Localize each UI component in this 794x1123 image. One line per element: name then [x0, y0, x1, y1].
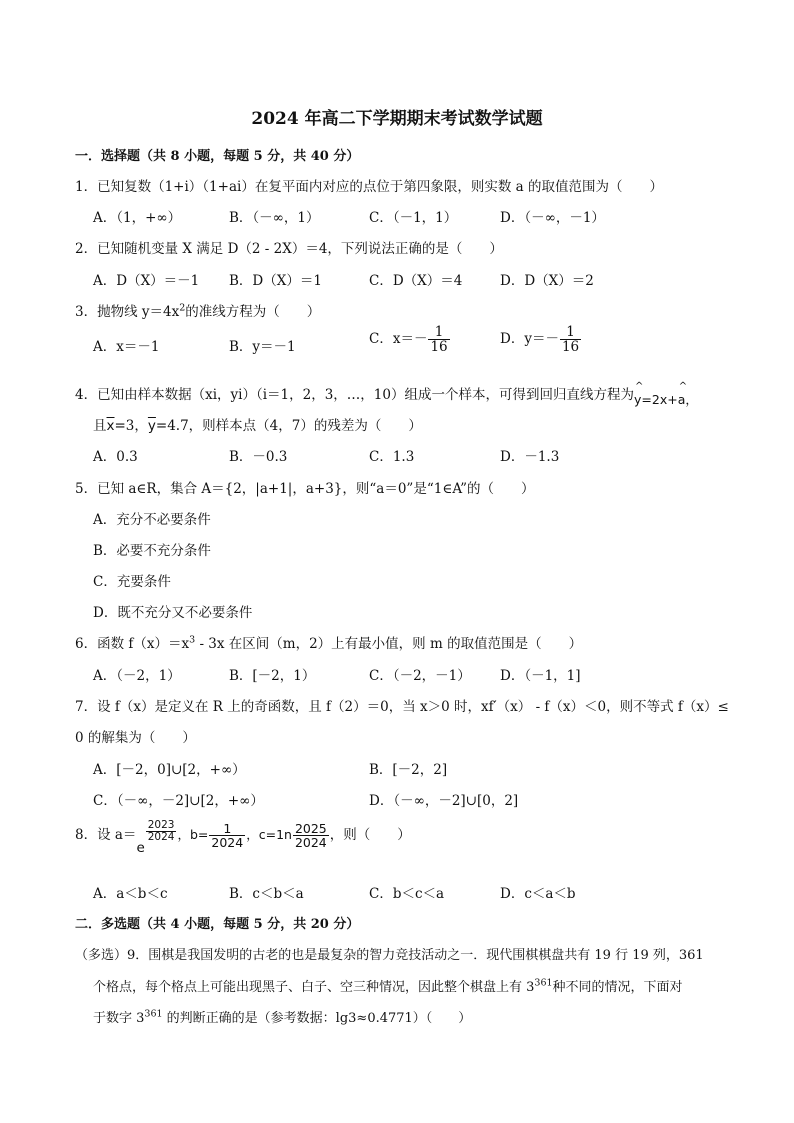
q3-option-c[interactable]: C．x＝－ $\frac{1}{16}$ [369, 324, 448, 356]
q2-option-c[interactable]: C．D（X）＝4 [369, 273, 463, 289]
q3-option-b[interactable]: B．y＝－1 [229, 339, 296, 355]
q1-option-c[interactable]: C．（－1，1） [369, 210, 458, 226]
question-text: 已知 a∈R，集合 A＝{2，|a+1|，a+3}，则“a＝0”是“1∈A”的（ ） [97, 481, 535, 497]
question-8: 8．设 a＝e $\frac{2023}{2024}$ ，b= $\frac{1}{2024}$ ，c=1n $\frac{2025}{2024}$ ，则（ ） [75, 819, 411, 856]
question-9: （多选）9．围棋是我国发明的古老的也是最复杂的智力竞技活动之一．现代围棋棋盘共有 19 行 19 列，361 [75, 948, 704, 963]
q4-option-b[interactable]: B．－0.3 [229, 449, 288, 465]
q7-option-d[interactable]: D．（－∞，－2]∪[0，2] [369, 793, 519, 809]
question-5 [75, 477, 535, 497]
q2-option-b[interactable]: B．D（X）＝1 [229, 273, 322, 289]
y-bar: $\overline{y}$ [147, 418, 156, 434]
section-heading-multi-choice: 二．多选题（共 4 小题，每题 5 分，共 20 分） [75, 917, 360, 932]
question-number: 3． [75, 304, 98, 320]
a-hat: ^ a [678, 392, 686, 407]
q5-option-c[interactable]: C．充要条件 [93, 574, 171, 590]
question-7: 7．设 f（x）是定义在 R 上的奇函数，且 f（2）＝0，当 x＞0 时，xf′（x） - f（x）＜0，则不等式 f（x）≤ [75, 699, 729, 715]
q8-option-c[interactable]: C．b＜c＜a [369, 886, 445, 902]
q8-option-b[interactable]: B．c＜b＜a [229, 886, 304, 902]
q1-option-a[interactable]: A．（1，+∞） [93, 210, 182, 226]
question-number: 6． [75, 636, 98, 652]
question-9-line2: 个格点，每个格点上可能出现黑子、白子、空三种情况，因此整个棋盘上有 $3^{361}$种不同的情况，下面对 [93, 977, 683, 995]
q4-option-d[interactable]: D．－1.3 [500, 449, 560, 465]
section-heading-single-choice: 一．选择题（共 8 小题，每题 5 分，共 40 分） [75, 149, 360, 164]
q6-option-a[interactable]: A．（－2，1） [93, 668, 181, 684]
question-6: 6．函数 $f(x)=x^3 - 3x$ 在区间（m，2）上有最小值，则 m 的取值范围是（ ） [75, 634, 583, 652]
question-number: 1． [75, 179, 98, 195]
q3-option-d[interactable]: D．y＝－ $\frac{1}{16}$ [500, 324, 580, 356]
q7-option-a[interactable]: A．[－2，0]∪[2，+∞） [93, 762, 246, 778]
q6-option-d[interactable]: D．（－1，1] [500, 668, 581, 684]
question-1 [75, 175, 663, 195]
question-4: 4．已知由样本数据（xi，yi）（i＝1，2，3，…，10）组成一个样本，可得到回归直线方程为^ y=2x+^ a， [75, 383, 698, 403]
q4-option-a[interactable]: A．0.3 [93, 449, 138, 465]
question-text: 已知随机变量 X 满足 D（2 - 2X）＝4，下列说法正确的是（ ） [97, 241, 503, 257]
y-hat: ^ y [634, 392, 641, 407]
q1-option-b[interactable]: B．（－∞，1） [229, 210, 320, 226]
q3-option-a[interactable]: A．x＝－1 [93, 339, 160, 355]
q2-option-d[interactable]: D．D（X）＝2 [500, 273, 594, 289]
q5-option-d[interactable]: D．既不充分又不必要条件 [93, 605, 253, 621]
q1-option-d[interactable]: D．（－∞，－1） [500, 210, 605, 226]
q6-option-c[interactable]: C．（－2，－1） [369, 668, 471, 684]
q5-option-b[interactable]: B．必要不充分条件 [93, 543, 211, 559]
q7-option-c[interactable]: C．（－∞，－2]∪[2，+∞） [93, 793, 264, 809]
question-7-line2: 0 的解集为（ ） [75, 730, 196, 746]
fraction: $\frac{1}{2024}$ [211, 821, 244, 851]
question-9-line3: 于数字 $3^{361}$ 的判断正确的是（参考数据：lg3≈0.4771）（ ） [93, 1008, 472, 1026]
x-bar: $\overline{x}$ [106, 418, 115, 434]
q7-option-b[interactable]: B．[－2，2] [369, 762, 448, 778]
q8-option-a[interactable]: A．a＜b＜c [93, 886, 168, 902]
page-title: 2024 年高二下学期期末考试数学试题 [251, 109, 543, 129]
fraction: $\frac{2025}{2024}$ [294, 821, 327, 851]
question-3: 3．抛物线 $y=4x^2$的准线方程为（ ） [75, 302, 321, 320]
question-number: 2． [75, 241, 98, 257]
q8-option-d[interactable]: D．c＜a＜b [500, 886, 576, 902]
fraction: $\frac{1}{16}$ [430, 324, 448, 356]
question-text: 已知复数（1+i）（1+ai）在复平面内对应的点位于第四象限，则实数 a 的取值范围为（ ） [97, 179, 663, 195]
question-2 [75, 237, 503, 257]
question-4-line2: 且$\overline{x}=3$，$\overline{y}=4.7$，则样本点（4，7）的残差为（ ） [93, 418, 422, 434]
question-number: 5． [75, 481, 98, 497]
q2-option-a[interactable]: A．D（X）＝－1 [93, 273, 200, 289]
q6-option-b[interactable]: B．[－2，1） [229, 668, 316, 684]
euler-e: e [136, 839, 145, 856]
question-number: 4． [75, 387, 98, 403]
question-number: 8． [75, 827, 98, 844]
fraction: $\frac{1}{16}$ [561, 324, 580, 356]
q5-option-a[interactable]: A．充分不必要条件 [93, 512, 211, 528]
q4-option-c[interactable]: C．1.3 [369, 449, 415, 465]
exponent-fraction: $\frac{2023}{2024}$ [147, 819, 175, 844]
question-number: 7． [75, 699, 98, 715]
